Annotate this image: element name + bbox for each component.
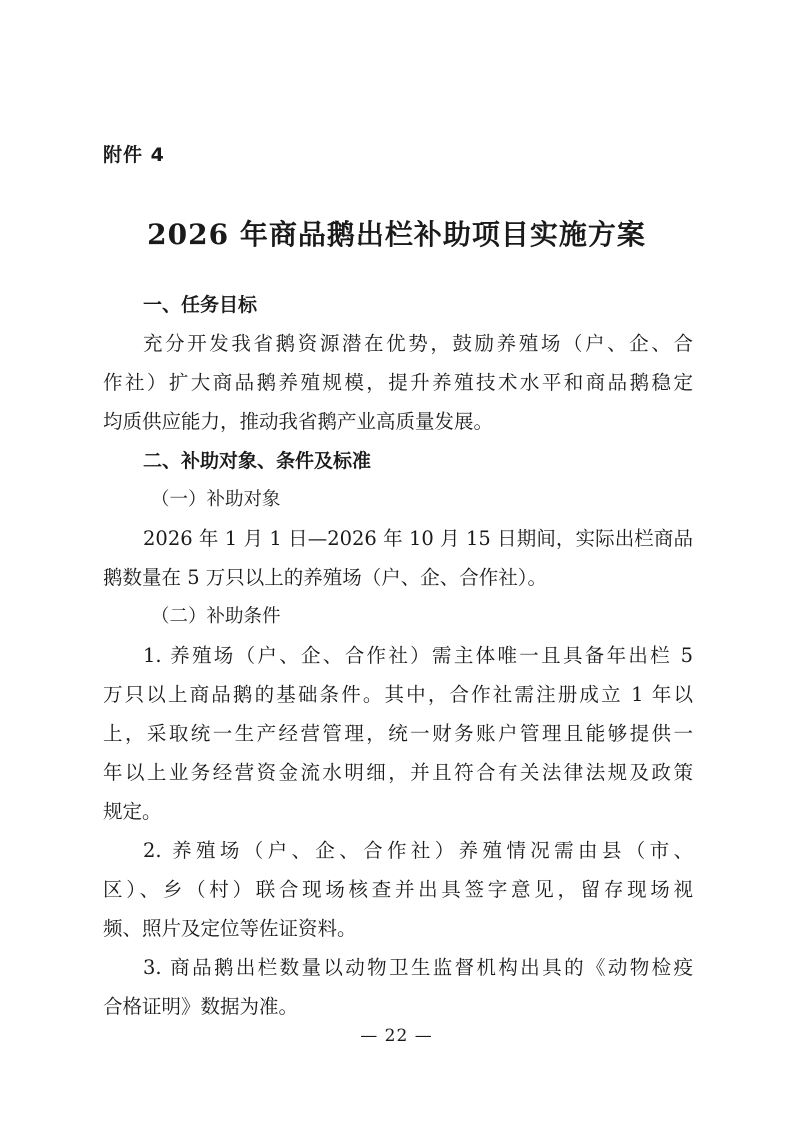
condition-3-line: 合格证明》数据为准。 — [103, 995, 299, 1018]
condition-1-line: 规定。 — [103, 800, 162, 823]
condition-1-line: 上，采取统一生产经营管理，统一财务账户管理且能够提供一 — [103, 722, 693, 745]
document-body — [103, 290, 693, 1031]
condition-2-line: 频、照片及定位等佐证资料。 — [103, 917, 357, 940]
condition-2-line: 区）、乡（村）联合现场核查并出具签字意见，留存现场视 — [103, 878, 693, 901]
paragraph-line: 2026 年 1 月 1 日—2026 年 10 月 15 日期间，实际出栏商品 — [143, 527, 693, 550]
sub-heading-subsidy-conditions: （二）补助条件 — [151, 606, 281, 627]
paragraph-line: 作社）扩大商品鹅养殖规模，提升养殖技术水平和商品鹅稳定 — [103, 371, 693, 394]
condition-1-line: 1. 养殖场（户、企、合作社）需主体唯一且具备年出栏 5 — [143, 644, 693, 667]
page-number: — 22 — — [360, 1026, 433, 1046]
section-heading-subsidy: 二、补助对象、条件及标准 — [143, 450, 372, 472]
condition-1-line: 年以上业务经营资金流水明细，并且符合有关法律法规及政策 — [103, 761, 693, 784]
condition-1-line: 万只以上商品鹅的基础条件。其中，合作社需注册成立 1 年以 — [103, 683, 693, 706]
condition-2-line: 2. 养殖场（户、企、合作社）养殖情况需由县（市、 — [143, 839, 693, 862]
sub-heading-subsidy-target: （一）补助对象 — [151, 489, 281, 510]
attachment-label: 附件 4 — [103, 144, 165, 166]
paragraph-line: 充分开发我省鹅资源潜在优势，鼓励养殖场（户、企、合 — [143, 332, 693, 355]
document-title: 2026 年商品鹅出栏补助项目实施方案 — [147, 218, 646, 251]
paragraph-line: 鹅数量在 5 万只以上的养殖场（户、企、合作社）。 — [103, 566, 548, 589]
condition-3-line: 3. 商品鹅出栏数量以动物卫生监督机构出具的《动物检疫 — [143, 956, 693, 979]
section-heading-task-goals: 一、任务目标 — [143, 294, 258, 316]
paragraph-line: 均质供应能力，推动我省鹅产业高质量发展。 — [103, 410, 494, 433]
